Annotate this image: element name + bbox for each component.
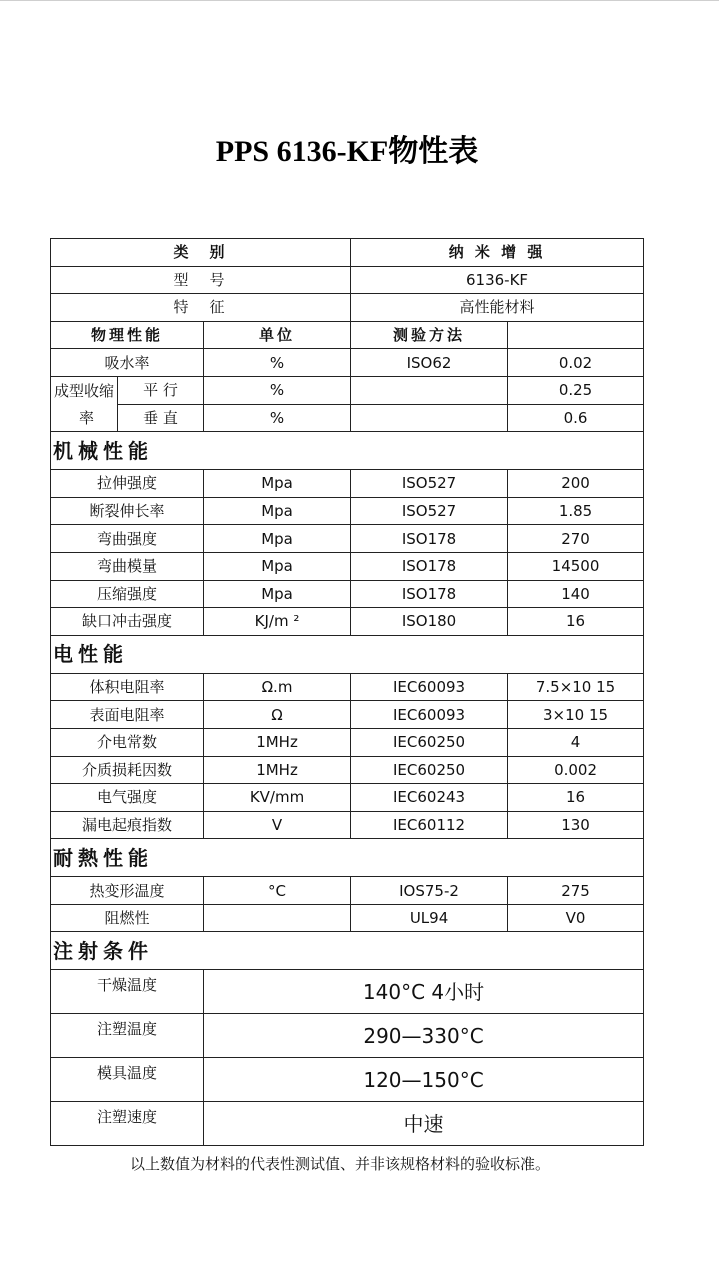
table-row: [51, 470, 644, 498]
row-value: 4: [508, 728, 644, 756]
top-divider: [0, 0, 719, 1]
row-value: 200: [508, 470, 644, 498]
row-name: 弯曲模量: [51, 552, 204, 580]
row-value: 275: [508, 877, 644, 905]
row-unit: Ω.m: [204, 673, 351, 701]
row-name: 缺口冲击强度: [51, 608, 204, 636]
table-row: [51, 877, 644, 905]
section-row: [51, 635, 644, 673]
row-unit: 1MHz: [204, 728, 351, 756]
table-row: [51, 970, 644, 1014]
row-unit: Ω: [204, 701, 351, 729]
row-name: 热变形温度: [51, 877, 204, 905]
row-value: 0.25: [508, 376, 644, 404]
row-name: 体积电阻率: [51, 673, 204, 701]
row-name: 吸水率: [51, 349, 204, 377]
section-mechanical: 机械性能: [51, 432, 644, 470]
row-value: 14500: [508, 552, 644, 580]
row-value: 16: [508, 784, 644, 812]
table-row: [51, 904, 644, 932]
row-unit: V: [204, 811, 351, 839]
table-row: [51, 756, 644, 784]
table-row: [51, 294, 644, 322]
table-row: [51, 552, 644, 580]
row-method: ISO178: [351, 580, 508, 608]
row-value: 120—150°C: [204, 1058, 644, 1102]
row-value: 0.02: [508, 349, 644, 377]
row-name: 断裂伸长率: [51, 497, 204, 525]
section-injection: 注射条件: [51, 932, 644, 970]
table-row: [51, 673, 644, 701]
row-value: V0: [508, 904, 644, 932]
row-unit: KJ/m ²: [204, 608, 351, 636]
row-method: [351, 404, 508, 432]
row-value: 0.002: [508, 756, 644, 784]
page-title: PPS 6136-KF物性表: [215, 135, 479, 168]
col-value: [508, 321, 644, 349]
shrink-label-top: 成型收缩: [51, 376, 118, 404]
table-row: [51, 811, 644, 839]
row-value: 140: [508, 580, 644, 608]
column-header-row: [51, 321, 644, 349]
row-value: 中速: [204, 1102, 644, 1146]
row-method: IEC60243: [351, 784, 508, 812]
table-row: [51, 728, 644, 756]
row-unit: °C: [204, 877, 351, 905]
table-row: [51, 608, 644, 636]
row-name: 表面电阻率: [51, 701, 204, 729]
row-name: 介电常数: [51, 728, 204, 756]
row-method: IEC60112: [351, 811, 508, 839]
row-method: UL94: [351, 904, 508, 932]
row-unit: %: [204, 349, 351, 377]
row-value: 3×10 15: [508, 701, 644, 729]
table-row: [51, 701, 644, 729]
table-row: [51, 239, 644, 267]
row-method: IEC60093: [351, 673, 508, 701]
shrink-label-bottom: 率: [51, 404, 118, 432]
row-value: 0.6: [508, 404, 644, 432]
row-name: 注塑速度: [51, 1102, 204, 1146]
model-value: 6136-KF: [351, 266, 644, 294]
row-method: ISO527: [351, 470, 508, 498]
model-label: 型 号: [51, 266, 351, 294]
row-method: ISO178: [351, 552, 508, 580]
row-method: [351, 376, 508, 404]
row-value: 1.85: [508, 497, 644, 525]
row-name: 介质损耗因数: [51, 756, 204, 784]
row-unit: Mpa: [204, 497, 351, 525]
feature-value: 高性能材料: [351, 294, 644, 322]
row-name: 拉伸强度: [51, 470, 204, 498]
row-value: 270: [508, 525, 644, 553]
table-row: [51, 525, 644, 553]
section-row: [51, 839, 644, 877]
row-method: IOS75-2: [351, 877, 508, 905]
properties-table: [50, 238, 644, 1146]
table-row: [51, 497, 644, 525]
section-row: [51, 432, 644, 470]
row-value: 7.5×10 15: [508, 673, 644, 701]
row-unit: 1MHz: [204, 756, 351, 784]
category-value: 纳 米 增 强: [351, 239, 644, 267]
row-unit: KV/mm: [204, 784, 351, 812]
row-value: 16: [508, 608, 644, 636]
row-value: 140°C 4小时: [204, 970, 644, 1014]
col-property: 物理性能: [51, 321, 204, 349]
row-method: IEC60250: [351, 728, 508, 756]
row-method: IEC60093: [351, 701, 508, 729]
row-name: 压缩强度: [51, 580, 204, 608]
row-method: ISO180: [351, 608, 508, 636]
section-row: [51, 932, 644, 970]
category-label: 类 别: [51, 239, 351, 267]
row-name: 垂 直: [118, 404, 204, 432]
row-name: 模具温度: [51, 1058, 204, 1102]
row-name: 漏电起痕指数: [51, 811, 204, 839]
row-name: 弯曲强度: [51, 525, 204, 553]
table-row: [51, 266, 644, 294]
row-unit: Mpa: [204, 552, 351, 580]
row-method: IEC60250: [351, 756, 508, 784]
table-row: [51, 1014, 644, 1058]
row-value: 130: [508, 811, 644, 839]
section-electrical: 电性能: [51, 635, 644, 673]
row-unit: %: [204, 404, 351, 432]
table-row: [51, 1058, 644, 1102]
table-row: [51, 1102, 644, 1146]
row-unit: [204, 904, 351, 932]
table-row: [51, 404, 644, 432]
feature-label: 特 征: [51, 294, 351, 322]
row-unit: Mpa: [204, 525, 351, 553]
col-method: 测验方法: [351, 321, 508, 349]
table-row: [51, 349, 644, 377]
row-name: 阻燃性: [51, 904, 204, 932]
row-name: 电气强度: [51, 784, 204, 812]
col-unit: 单位: [204, 321, 351, 349]
table-row: [51, 580, 644, 608]
row-unit: Mpa: [204, 580, 351, 608]
row-value: 290—330°C: [204, 1014, 644, 1058]
row-name: 平 行: [118, 376, 204, 404]
row-method: ISO178: [351, 525, 508, 553]
row-unit: %: [204, 376, 351, 404]
row-unit: Mpa: [204, 470, 351, 498]
table-row: [51, 376, 644, 404]
row-method: ISO527: [351, 497, 508, 525]
disclaimer-note: 以上数值为材料的代表性测试值、并非该规格材料的验收标准。: [129, 1155, 550, 1173]
row-name: 干燥温度: [51, 970, 204, 1014]
table-row: [51, 784, 644, 812]
row-name: 注塑温度: [51, 1014, 204, 1058]
section-thermal: 耐熱性能: [51, 839, 644, 877]
row-method: ISO62: [351, 349, 508, 377]
